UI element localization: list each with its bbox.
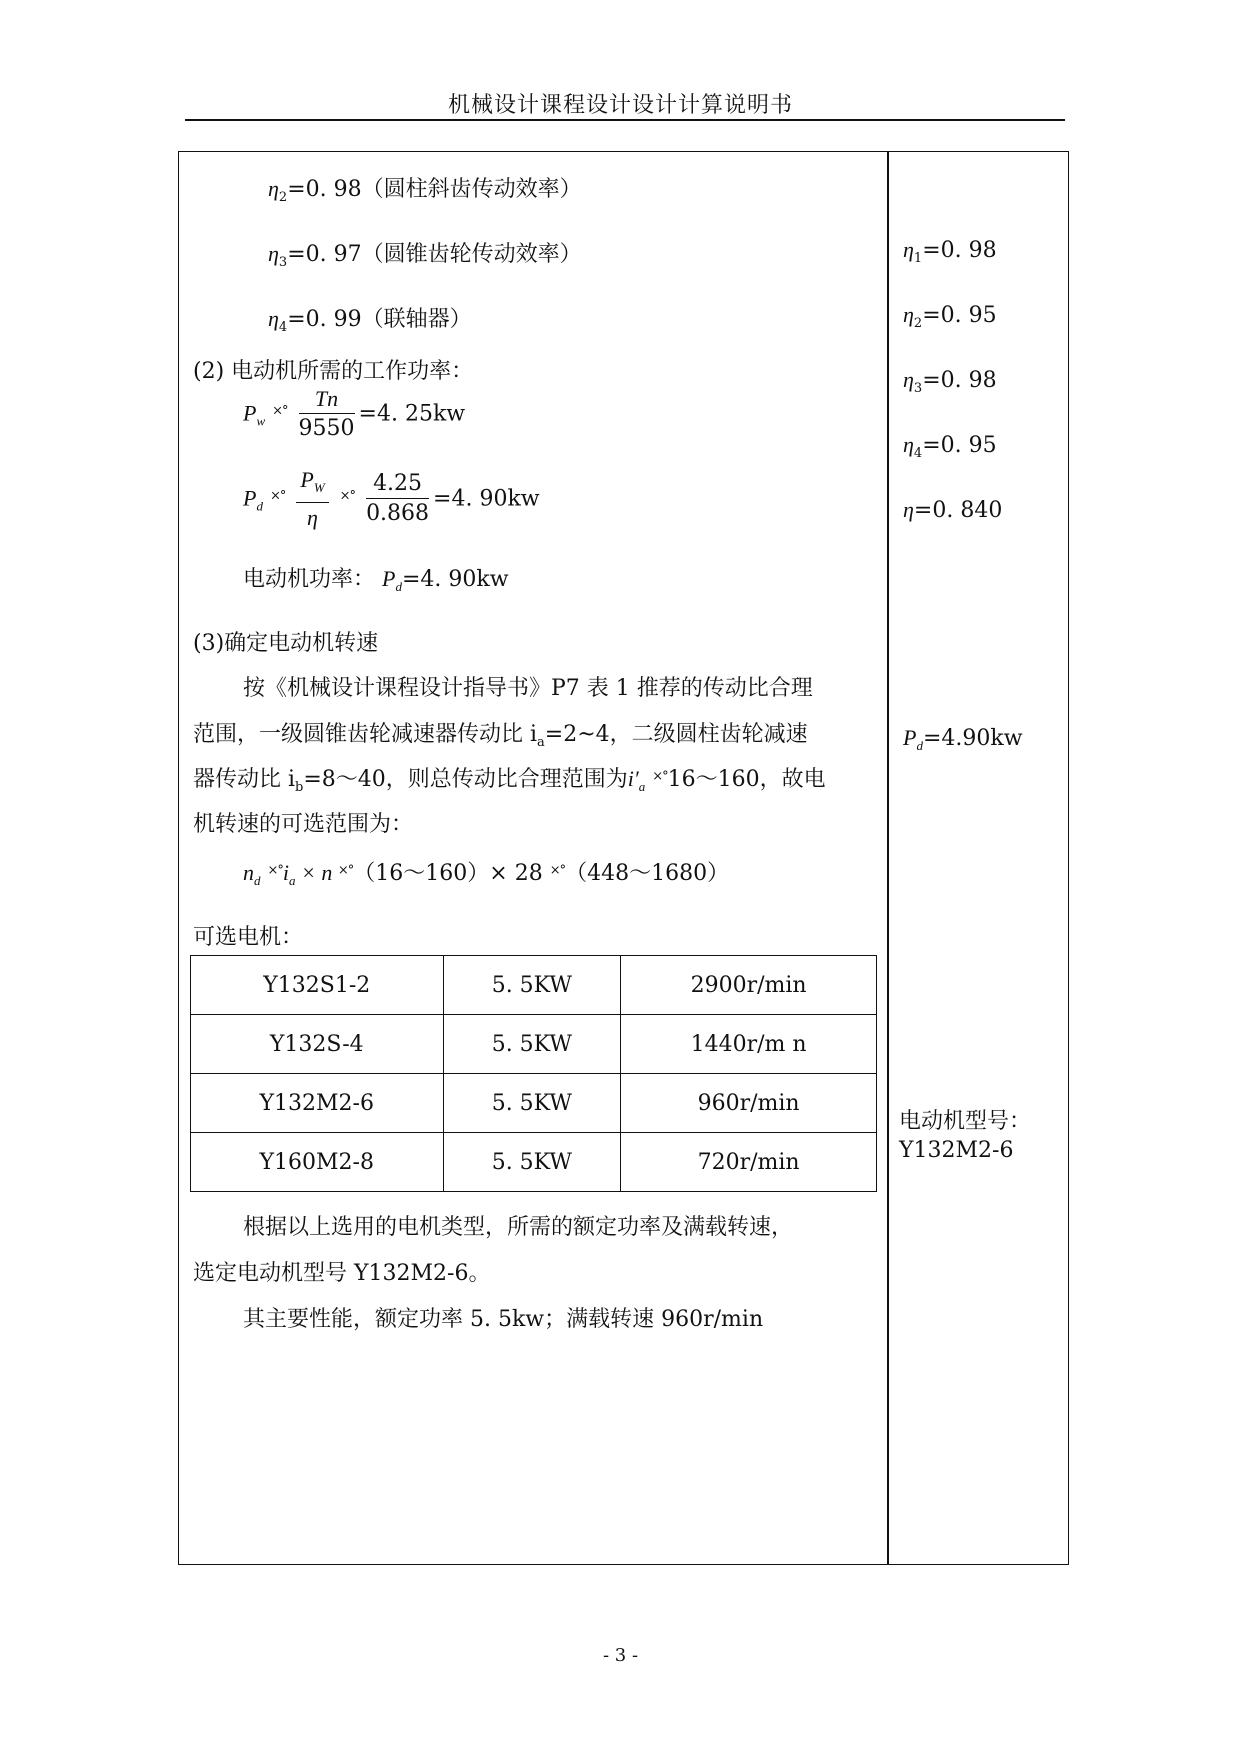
- eta-subscript: 2: [278, 190, 288, 205]
- para1-line1: 按《机械设计课程设计指导书》P7 表 1 推荐的传动比合理: [243, 676, 813, 701]
- motor-power-cell: 5. 5KW: [443, 1133, 621, 1192]
- para1-line3: [193, 762, 826, 795]
- para1-line3-b: =8～40，则总传动比合理范围为: [303, 767, 628, 792]
- para1-line2: [193, 717, 808, 750]
- eta3-text: =0. 97（圆锥齿轮传动效率）: [287, 242, 582, 267]
- motor-speed-cell: 1440r/m n: [621, 1015, 877, 1074]
- ia-symbol: i: [282, 860, 290, 885]
- eta-subscript: 1: [913, 251, 923, 266]
- motor-speed-cell: 960r/min: [621, 1074, 877, 1133]
- right-pd: [903, 725, 1023, 754]
- motor-model-cell: Y132S-4: [191, 1015, 444, 1074]
- para1-line3-sub: b: [295, 780, 304, 795]
- para1-line3-c: 16～160，故电: [667, 767, 826, 792]
- eta3-line: [268, 237, 582, 270]
- table-row: [191, 1015, 877, 1074]
- eta-symbol: η: [268, 306, 279, 331]
- equals-glyph: ×°: [339, 488, 356, 504]
- pw-denominator: 9550: [298, 416, 355, 441]
- pd-fraction2-den: 0.868: [366, 501, 430, 526]
- table-row: [191, 1074, 877, 1133]
- eta-symbol: η: [903, 497, 914, 522]
- right-eta3: [903, 367, 997, 396]
- right-pd-value: =4.90kw: [922, 726, 1023, 751]
- para1-line2-sub: a: [537, 735, 545, 750]
- eta-symbol: η: [903, 432, 914, 457]
- pw-numerator: Tn: [299, 385, 355, 414]
- ratio-symbol: i′: [627, 766, 639, 791]
- motor-power-line: [243, 562, 509, 595]
- pd-symbol: P: [903, 725, 917, 750]
- nd-subscript: d: [254, 873, 261, 888]
- ratio-subscript: a: [638, 779, 646, 794]
- pd-subscript: d: [256, 498, 263, 514]
- equals-glyph: ×°: [337, 863, 354, 878]
- motor-speed-cell: 2900r/min: [621, 956, 877, 1015]
- pd-fraction-den: η: [307, 505, 318, 530]
- pw-result: =4. 25kw: [358, 401, 466, 427]
- para1-line2-b: =2~4，二级圆柱齿轮减速: [544, 722, 808, 747]
- eta2-line: [268, 172, 582, 205]
- eta-symbol: η: [903, 302, 914, 327]
- conclusion-line2: 选定电动机型号 Y132M2-6。: [193, 1261, 491, 1286]
- motor-model-cell: Y132S1-2: [191, 956, 444, 1015]
- equals-glyph: ×°: [272, 403, 288, 419]
- conclusion-line1: 根据以上选用的电机类型，所需的额定功率及满载转速，: [243, 1215, 794, 1240]
- nd-result: （448～1680）: [565, 861, 730, 886]
- times-n: × n: [295, 860, 338, 885]
- right-eta1: [903, 237, 997, 266]
- para1-line4: 机转速的可选范围为：: [193, 812, 414, 837]
- eta-symbol: η: [903, 237, 914, 262]
- section2-title: (2) 电动机所需的工作功率：: [193, 359, 474, 384]
- pd-fraction2-num: 4.25: [366, 470, 429, 499]
- column-divider: [887, 151, 889, 1565]
- para1-line2-a: 范围，一级圆锥齿轮减速器传动比 i: [193, 722, 538, 747]
- right-motor-model-value: Y132M2-6: [899, 1138, 1014, 1163]
- eta-subscript: 2: [913, 316, 923, 331]
- pw-fraction: [299, 385, 355, 444]
- section3-title: (3)确定电动机转速: [193, 631, 379, 656]
- eta4-line: [268, 302, 472, 335]
- page-number: - 3 -: [602, 1645, 639, 1666]
- motor-power-subscript: d: [395, 579, 402, 594]
- pw-formula: [243, 385, 465, 444]
- equals-glyph: ×°: [267, 863, 283, 878]
- header-rule: [185, 119, 1065, 121]
- motor-power-value: =4. 90kw: [401, 567, 509, 592]
- pd-fraction-1: [296, 466, 328, 533]
- right-eta3-value: =0. 98: [922, 368, 997, 393]
- eta2-text: =0. 98（圆柱斜齿传动效率）: [287, 177, 582, 202]
- conclusion-line3: 其主要性能，额定功率 5. 5kw；满载转速 960r/min: [243, 1307, 764, 1332]
- right-eta-total-value: =0. 840: [913, 498, 1003, 523]
- eta-subscript: 3: [278, 255, 288, 270]
- right-eta4-value: =0. 95: [922, 433, 997, 458]
- right-motor-model-label: 电动机型号：: [899, 1109, 1032, 1134]
- motor-list-title: 可选电机：: [193, 925, 304, 950]
- ia-subscript: a: [289, 873, 296, 888]
- motor-power-cell: 5. 5KW: [443, 956, 621, 1015]
- equals-glyph: ×°: [652, 769, 668, 784]
- table-row: [191, 1133, 877, 1192]
- document-header-title: 机械设计课程设计设计计算说明书: [447, 93, 793, 118]
- para1-line3-a: 器传动比 i: [193, 767, 296, 792]
- motor-power-symbol: P: [382, 566, 396, 591]
- pd-fraction-num-symbol: P: [300, 467, 314, 492]
- motor-power-label: 电动机功率：: [243, 567, 376, 592]
- eta-symbol: η: [903, 367, 914, 392]
- eta-symbol: η: [268, 176, 279, 201]
- nd-range: （16～160）× 28: [353, 861, 550, 886]
- right-eta2: [903, 302, 997, 331]
- right-eta-total: [903, 497, 1002, 523]
- pd-fraction-num-sub: W: [313, 480, 325, 495]
- motor-model-cell: Y160M2-8: [191, 1133, 444, 1192]
- eta4-text: =0. 99（联轴器）: [287, 307, 472, 332]
- eta-subscript: 3: [913, 381, 923, 396]
- motor-power-cell: 5. 5KW: [443, 1015, 621, 1074]
- motor-options-table: [190, 955, 877, 1192]
- equals-glyph: ×°: [269, 488, 286, 504]
- eta-symbol: η: [268, 241, 279, 266]
- right-eta4: [903, 432, 997, 461]
- eta-subscript: 4: [278, 320, 288, 335]
- eta-subscript: 4: [913, 446, 923, 461]
- pd-symbol: P: [243, 485, 257, 511]
- nd-symbol: n: [243, 860, 254, 885]
- equals-glyph: ×°: [549, 863, 566, 878]
- pw-subscript: w: [256, 413, 266, 429]
- nd-formula: [243, 856, 729, 889]
- pd-formula: [243, 466, 540, 533]
- pd-subscript: d: [916, 738, 923, 753]
- right-eta2-value: =0. 95: [922, 303, 997, 328]
- right-eta1-value: =0. 98: [922, 238, 997, 263]
- pd-fraction-2: [366, 470, 429, 529]
- pw-symbol: P: [243, 400, 257, 426]
- table-row: [191, 956, 877, 1015]
- motor-power-cell: 5. 5KW: [443, 1074, 621, 1133]
- pd-result: =4. 90kw: [433, 486, 540, 512]
- motor-speed-cell: 720r/min: [621, 1133, 877, 1192]
- motor-model-cell: Y132M2-6: [191, 1074, 444, 1133]
